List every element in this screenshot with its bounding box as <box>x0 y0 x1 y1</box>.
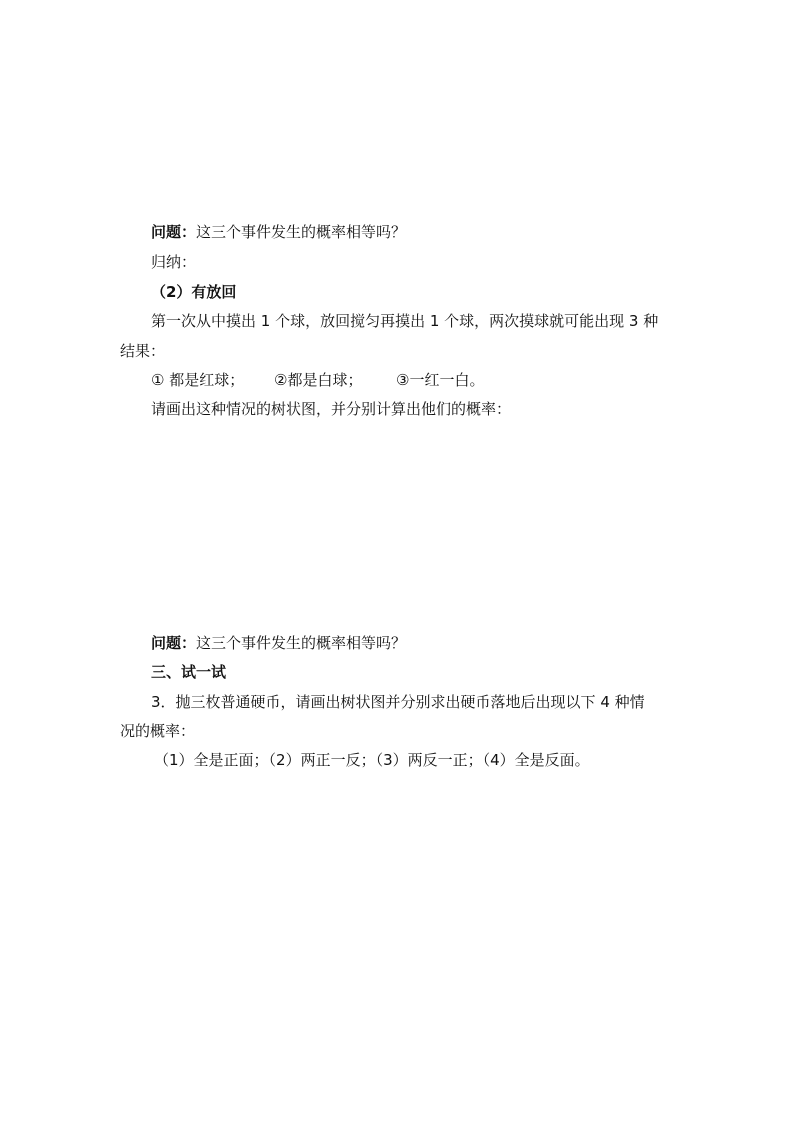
tree-diagram-instruction: 请画出这种情况的树状图，并分别计算出他们的概率： <box>151 400 512 418</box>
question-text: 这三个事件发生的概率相等吗？ <box>196 634 407 652</box>
summary-label: 归纳： <box>151 253 197 271</box>
section-heading-try: 三、试一试 <box>151 663 227 681</box>
outcomes-list <box>151 370 484 390</box>
cases-line: （1）全是正面；（2）两正一反；（3）两反一正；（4）全是反面。 <box>154 751 590 769</box>
question-label: 问题： <box>151 634 197 652</box>
problem-line-2: 况的概率： <box>120 722 196 740</box>
outcome-item: ① 都是红球； <box>151 371 245 389</box>
paragraph-line-1: 第一次从中摸出 1 个球，放回搅匀再摸出 1 个球，两次摸球就可能出现 3 种 <box>151 312 659 330</box>
question-label: 问题： <box>151 223 197 241</box>
paragraph-line-2: 结果： <box>120 342 166 360</box>
question-line-2 <box>151 633 406 653</box>
question-text: 这三个事件发生的概率相等吗？ <box>196 223 407 241</box>
outcome-item: ③一红一白。 <box>396 371 485 389</box>
section-heading-with-replacement: （2）有放回 <box>151 283 237 301</box>
question-line-1 <box>151 222 406 242</box>
outcome-item: ②都是白球； <box>274 371 363 389</box>
problem-line-1: 3．抛三枚普通硬币，请画出树状图并分别求出硬币落地后出现以下 4 种情 <box>151 693 645 711</box>
